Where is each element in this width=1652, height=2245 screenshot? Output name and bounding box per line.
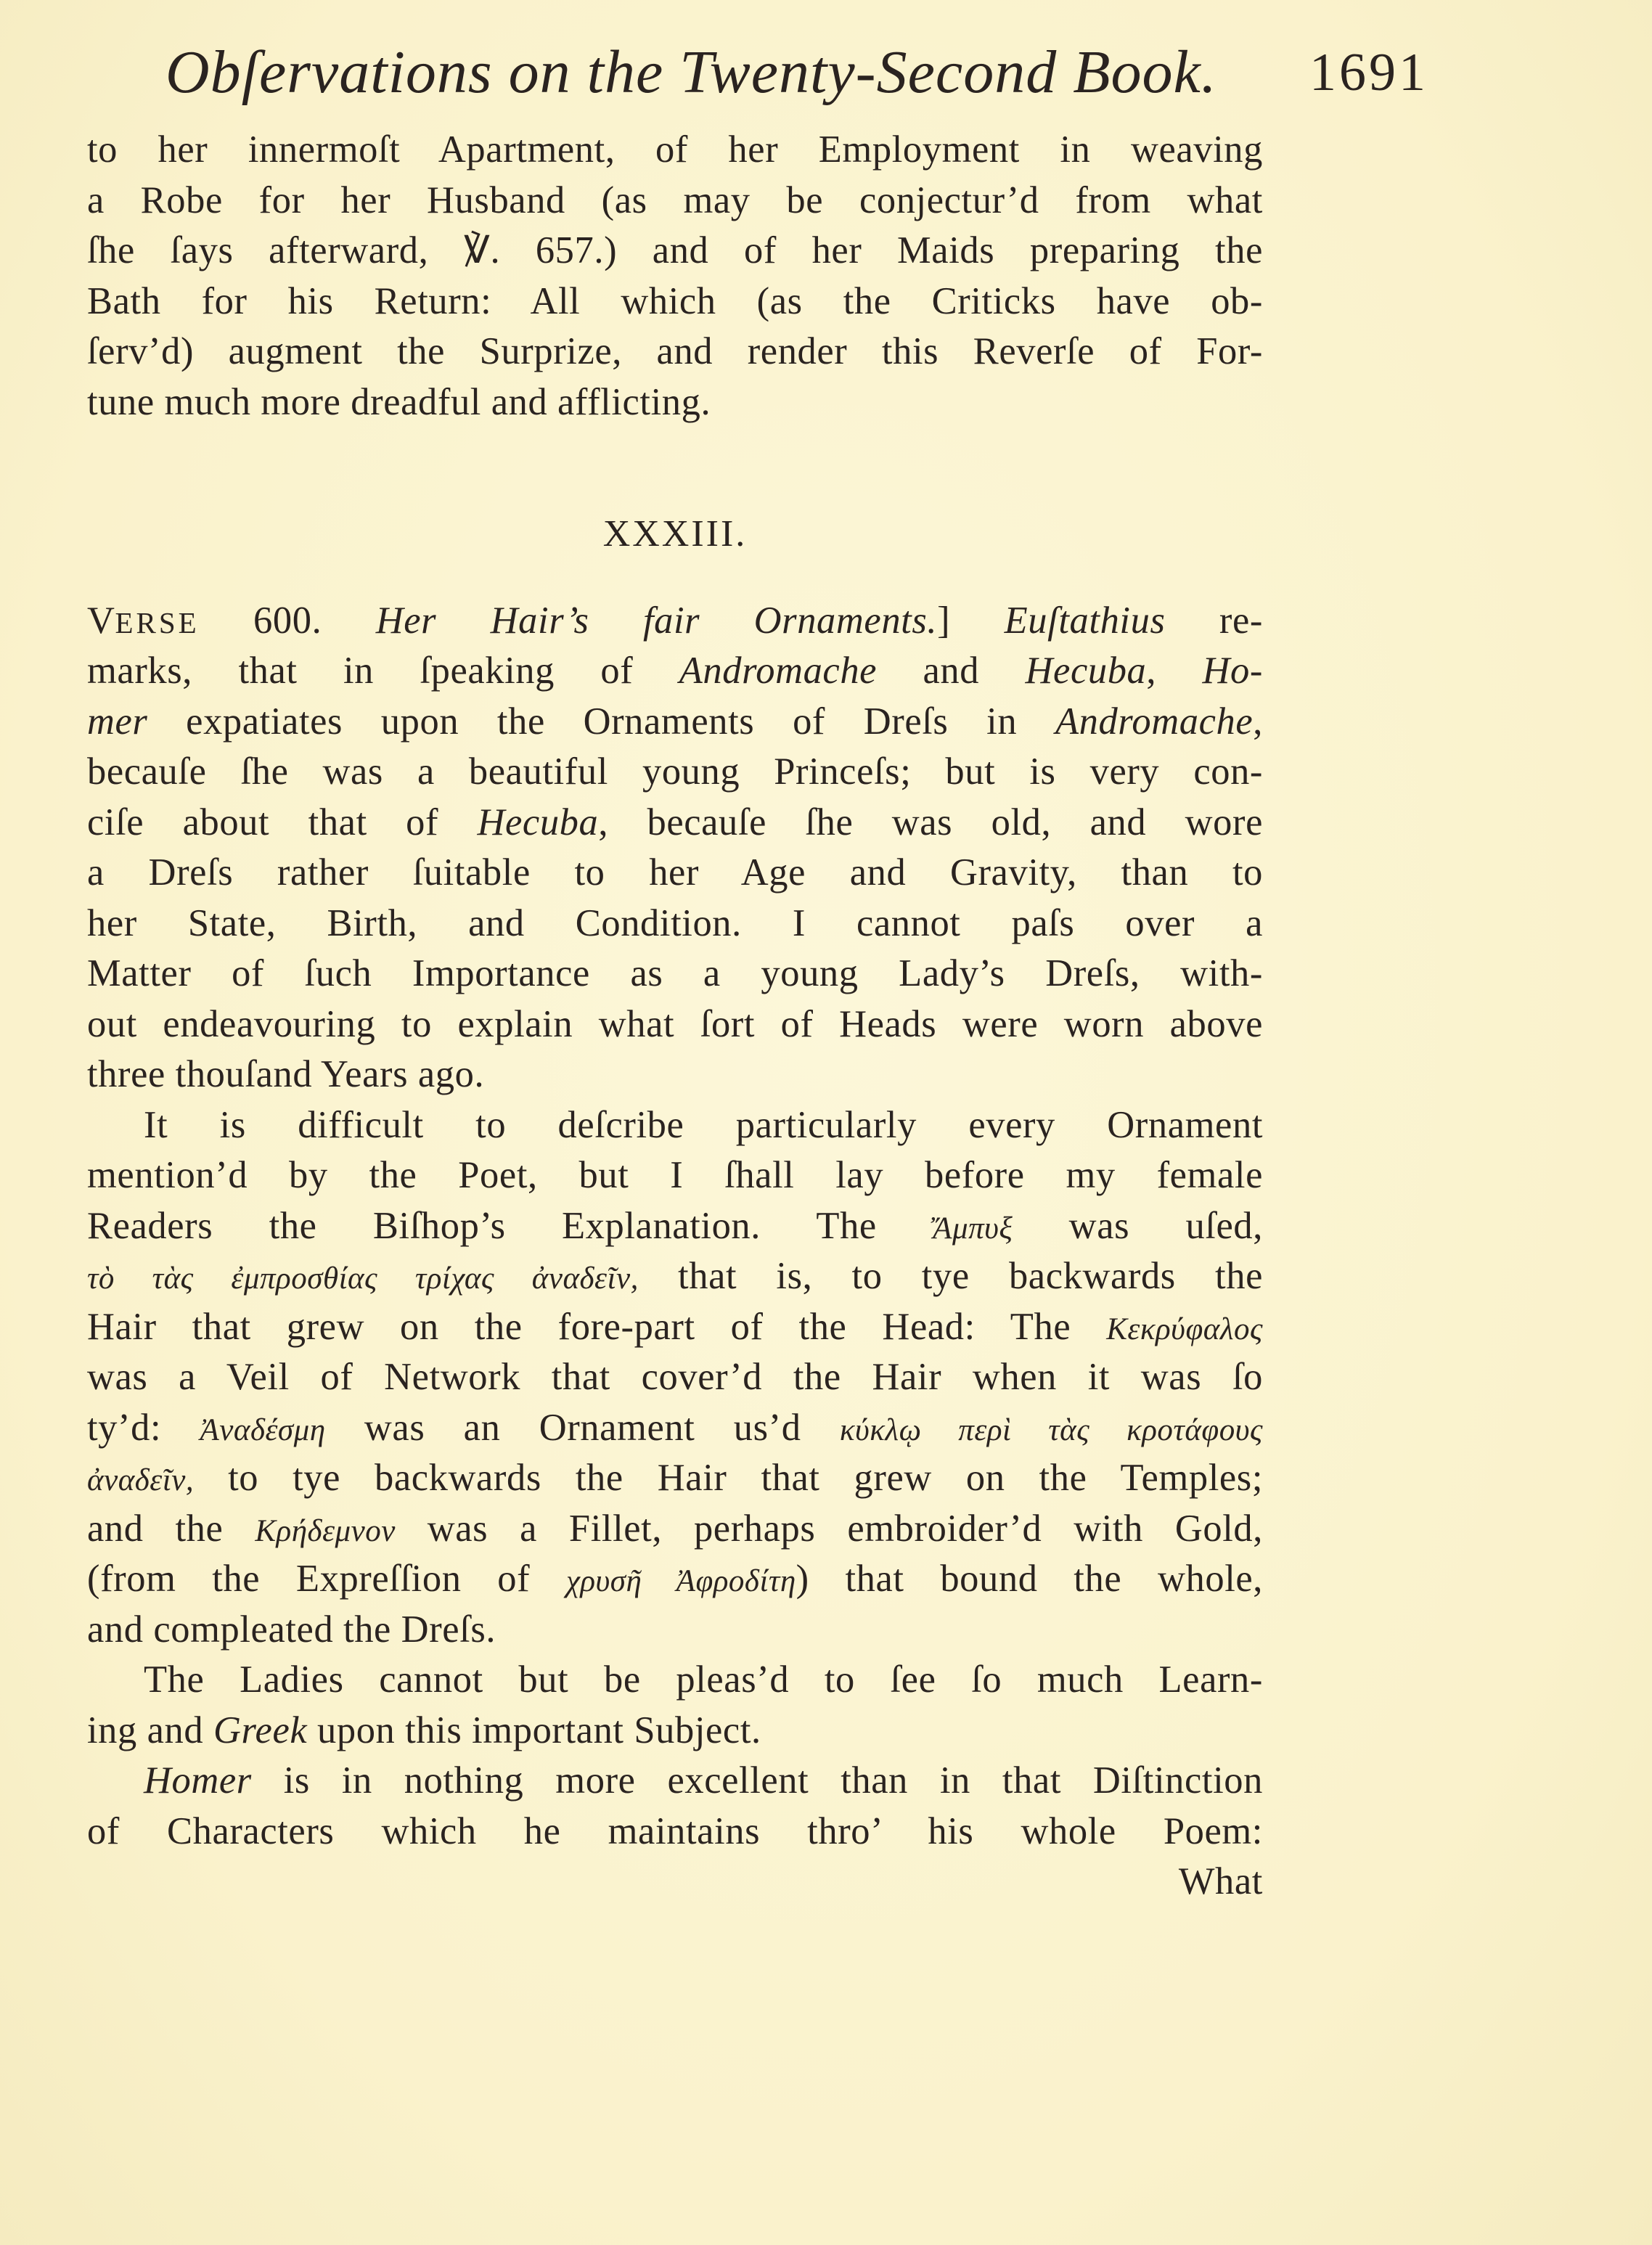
text-line bbox=[87, 1706, 1263, 1757]
text-run: was a Fillet, perhaps embroider’d with Gold, bbox=[395, 1507, 1263, 1550]
italic-word: Greek bbox=[213, 1709, 308, 1751]
text-run: and bbox=[877, 650, 1026, 692]
greek-term: Ἄμπυξ bbox=[933, 1211, 1013, 1246]
text-line bbox=[87, 697, 1263, 748]
page-number: 1691 bbox=[1309, 43, 1428, 102]
text-line bbox=[87, 798, 1263, 848]
text-line: Bath for his Return: All which (as the Criticks have ob- bbox=[87, 279, 1263, 322]
text-run: that is, to tye backwards the bbox=[638, 1255, 1263, 1297]
lemma: Her Hair’s fair Ornaments. bbox=[375, 599, 938, 642]
author-name: Euſtathius bbox=[1004, 599, 1166, 642]
text-line: The Ladies cannot but be pleas’d to ſee ſo much Learn- bbox=[144, 1659, 1263, 1701]
text-line: Matter of ſuch Importance as a young Lady’s Dreſs, with- bbox=[87, 952, 1263, 994]
lemma-bracket: ] bbox=[937, 599, 1005, 642]
greek-term: ἀναδεῖν, bbox=[87, 1463, 195, 1497]
text-line: ſerv’d) augment the Surprize, and render this Reverſe of For- bbox=[87, 330, 1263, 372]
text-line: ſhe ſays afterward, ℣. 657.) and of her Maids preparing the bbox=[87, 229, 1263, 271]
name-italic: Hecuba bbox=[477, 801, 599, 843]
text-line bbox=[87, 1453, 1263, 1504]
greek-term: Ἀναδέσμη bbox=[200, 1412, 326, 1447]
greek-term: Κρήδεμνον bbox=[255, 1513, 396, 1548]
name-italic: Ho- bbox=[1202, 650, 1263, 692]
text-line: It is difficult to deſcribe particularly every Ornament bbox=[144, 1103, 1263, 1146]
text-run: , bbox=[1253, 700, 1263, 743]
text-line bbox=[87, 1251, 1263, 1302]
text-line: her State, Birth, and Condition. I cannot paſs over a bbox=[87, 901, 1263, 944]
spacer bbox=[87, 560, 1263, 596]
text-run: (from the Expreſſion of bbox=[87, 1558, 566, 1600]
text-line bbox=[87, 1554, 1263, 1605]
greek-phrase: χρυσῆ Ἀφροδίτη bbox=[565, 1564, 796, 1598]
text-run: ing and bbox=[87, 1709, 213, 1751]
text-line: mention’d by the Poet, but I ſhall lay before my female bbox=[87, 1154, 1263, 1196]
text-run: was uſed, bbox=[1013, 1204, 1263, 1247]
greek-term: Κεκρύφαλος bbox=[1106, 1312, 1263, 1346]
text-line bbox=[87, 1504, 1263, 1555]
text-line: a Dreſs rather ſuitable to her Age and Gravity, than to bbox=[87, 851, 1263, 893]
text-line: a Robe for her Husband (as may be conjectur’d from what bbox=[87, 179, 1263, 221]
text-line: of Characters which he maintains thro’ his whole Poem: bbox=[87, 1810, 1263, 1852]
text-run: marks, that in ſpeaking of bbox=[87, 650, 679, 692]
text-run: ty’d: bbox=[87, 1406, 200, 1449]
section-heading: XXXIII. bbox=[602, 513, 748, 555]
small-caps-word: ERSE bbox=[115, 606, 200, 639]
text-run: ) that bound the whole, bbox=[796, 1558, 1264, 1600]
name-italic: Hecuba bbox=[1025, 650, 1147, 692]
spacer bbox=[87, 428, 1263, 509]
text-run: to tye backwards the Hair that grew on the Temples; bbox=[194, 1457, 1263, 1499]
text-line: to her innermoſt Apartment, of her Employment in weaving bbox=[87, 128, 1263, 171]
text-run: Hair that grew on the fore-part of the Head: The bbox=[87, 1305, 1107, 1348]
text-run: re- bbox=[1165, 599, 1264, 642]
name-italic: Andromache bbox=[1055, 700, 1254, 743]
text-line bbox=[87, 1302, 1263, 1353]
page-header bbox=[165, 29, 1428, 116]
text-run: upon this important Subject. bbox=[307, 1709, 761, 1751]
name-italic: Homer bbox=[144, 1759, 252, 1802]
text-line bbox=[87, 1756, 1263, 1807]
text-line bbox=[87, 646, 1263, 697]
note-opening-line bbox=[87, 596, 1263, 647]
name-italic: Andromache bbox=[679, 650, 878, 692]
text-run: was an Ornament us’d bbox=[325, 1406, 840, 1449]
text-line bbox=[87, 1201, 1263, 1252]
catchword: What bbox=[1178, 1860, 1263, 1902]
text-run: Readers the Biſhop’s Explanation. The bbox=[87, 1204, 933, 1247]
page-body bbox=[87, 125, 1263, 1907]
text-line: becauſe ſhe was a beautiful young Princeſs; but is very con- bbox=[87, 751, 1263, 793]
greek-phrase: τὸ τὰς ἐμπροσθίας τρίχας ἀναδεῖν, bbox=[87, 1261, 639, 1296]
text-line: three thouſand Years ago. bbox=[87, 1053, 485, 1095]
drop-letter: V bbox=[87, 599, 115, 642]
text-run: expatiates upon the Ornaments of Dreſs in bbox=[147, 700, 1055, 743]
text-line bbox=[87, 1403, 1263, 1454]
text-run: , bbox=[1146, 650, 1203, 692]
running-head: Obſervations on the Twenty-Second Book. bbox=[165, 38, 1217, 106]
text-line: tune much more dreadful and afflicting. bbox=[87, 380, 711, 423]
text-line: was a Veil of Network that cover’d the Hair when it was ſo bbox=[87, 1356, 1263, 1398]
verse-number: 600. bbox=[199, 599, 376, 642]
text-run: , becauſe ſhe was old, and wore bbox=[598, 801, 1263, 843]
text-line: and compleated the Dreſs. bbox=[87, 1608, 496, 1651]
text-line: out endeavouring to explain what ſort of Heads were worn above bbox=[87, 1002, 1263, 1045]
text-run: is in nothing more excellent than in that Diſtinction bbox=[251, 1759, 1263, 1802]
text-run: and the bbox=[87, 1507, 255, 1550]
name-italic: mer bbox=[87, 700, 148, 743]
text-run: ciſe about that of bbox=[87, 801, 478, 843]
greek-phrase: κύκλῳ περὶ τὰς κροτάφους bbox=[839, 1412, 1263, 1447]
